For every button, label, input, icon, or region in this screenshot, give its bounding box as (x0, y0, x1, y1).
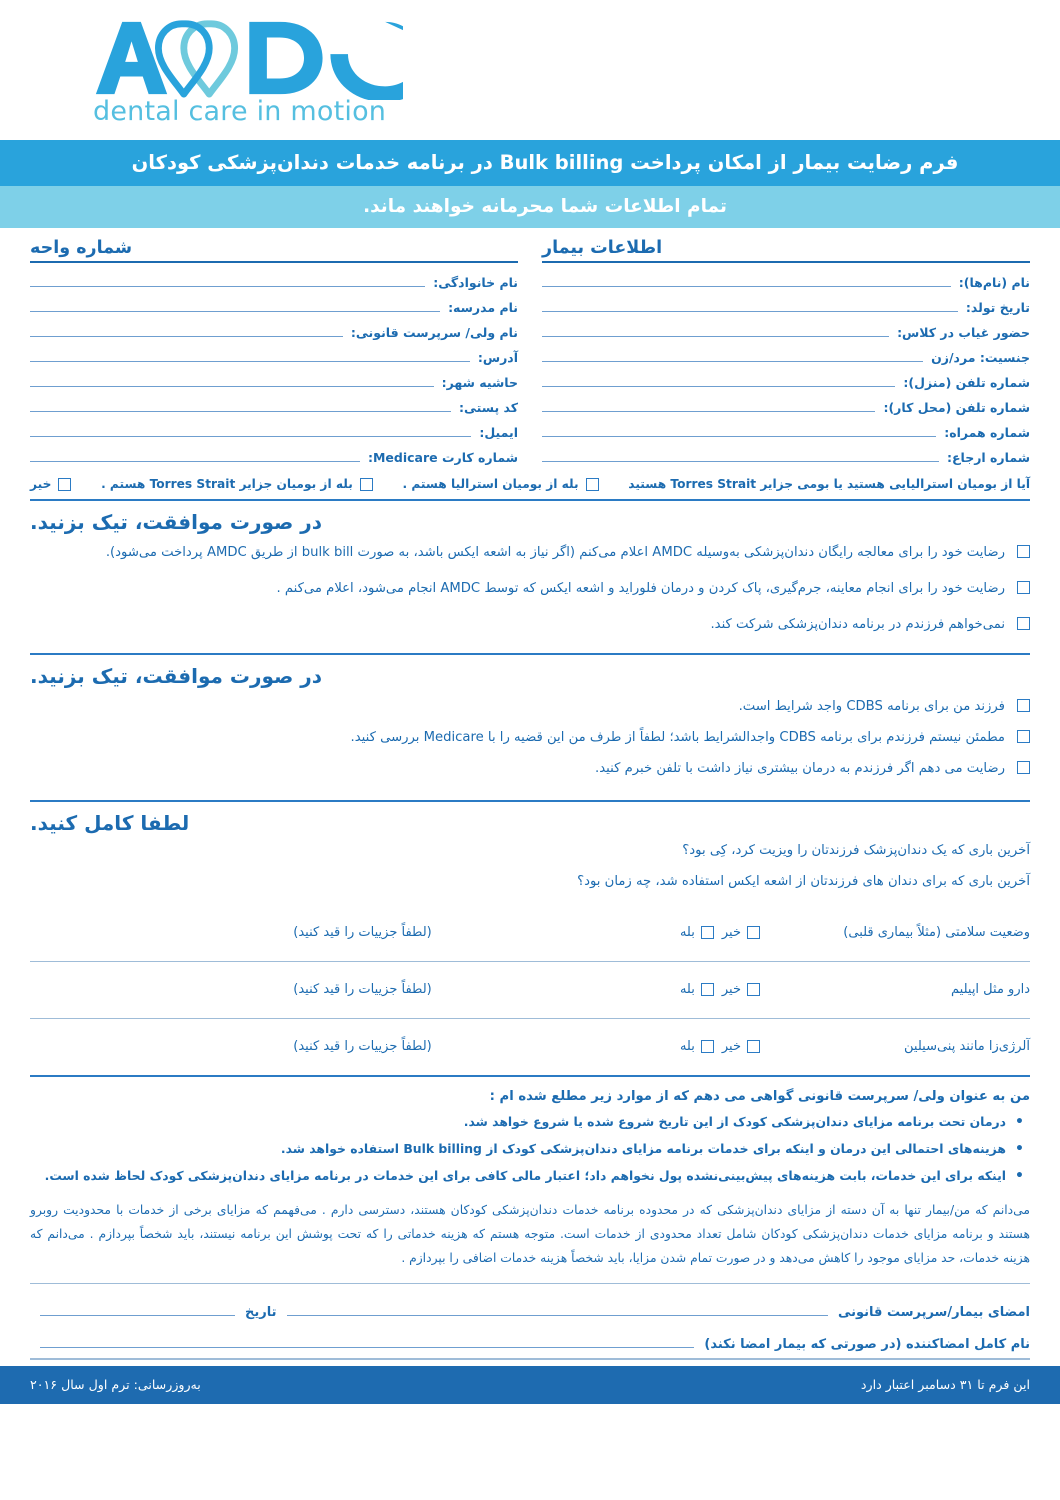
field-input-line[interactable] (30, 460, 360, 462)
checkbox-decline-program[interactable] (1017, 617, 1030, 630)
indigenous-status-row (30, 477, 1030, 499)
field-row-surname (30, 267, 518, 292)
field-input-line[interactable] (542, 460, 939, 462)
health-row-label: دارو مثل اپیلیم (951, 982, 1030, 998)
statement-text: فرزند من برای برنامه CDBS واجد شرایط است. (738, 699, 1005, 715)
field-row-class-attendance (542, 317, 1030, 342)
health-row-label: وضعیت سلامتی (مثلاً بیماری قلبی) (843, 925, 1030, 941)
field-label: نام (نام‌ها): (958, 275, 1030, 290)
date-label: تاریخ (245, 1304, 277, 1320)
info-columns (30, 238, 1030, 467)
field-label: جنسیت: مرد/زن (931, 350, 1030, 365)
brand-logo (90, 14, 410, 127)
declaration-bullet: • اینکه برای این خدمات، بابت هزینه‌های پیش‌بینی‌نشده پول نخواهم داد؛ اعتبار مالی کافی برای این خدمات در برنامه مزایای دندان‌پزشکی کودک لحاظ شده است. (30, 1167, 1030, 1185)
field-row-school-name (30, 292, 518, 317)
indigenous-option-aboriginal[interactable] (403, 477, 606, 491)
consent2-divider (30, 653, 1030, 655)
amdc-wordmark-icon (90, 14, 403, 100)
field-input-line[interactable] (30, 360, 470, 362)
field-input-line[interactable] (542, 385, 895, 387)
signature-row-fullname (30, 1322, 1030, 1354)
field-row-suburb (30, 367, 518, 392)
unit-heading-rule (30, 261, 518, 263)
field-input-line[interactable] (30, 410, 451, 412)
confidentiality-band: تمام اطلاعات شما محرمانه خواهند ماند. (0, 186, 1060, 228)
field-input-line[interactable] (542, 435, 936, 437)
health-option-yes[interactable] (680, 925, 714, 940)
field-row-patient-name (542, 267, 1030, 292)
checkbox-cdbs-unsure[interactable] (1017, 730, 1030, 743)
declaration-bullet: • درمان تحت برنامه مزایای دندان‌پزشکی کودک از این تاریخ شروع شده یا شروع خواهد شد. (30, 1113, 1030, 1131)
declaration-fineprint: می‌دانم که من/بیمار تنها به آن دسته از مزایای دندان‌پزشکی که در محدوده برنامه خدمات دندان‌پزشکی کودکان هستند، دسترسی دارم . می‌فهمم که مزایای برخی از خدمات با محدودیت روبرو هستند و برنامه مزایای خدمات دندان‌پزشکی کودکان شامل تعداد محدودی از خدمات است. متوجه هستم که هزینه خدماتی را که تحت پوشش این برنامه نیستند، باید شخصاً بپردازم . می‌دانم که هزینه خدمات، حد مزایای موجود را کاهش می‌دهد و در صورت تمام شدن مزایا، باید شخصاً هزینه خدمات اضافی را بپردازم . (30, 1202, 1030, 1265)
signature-input-line[interactable] (287, 1314, 828, 1316)
indigenous-option-no[interactable] (30, 477, 78, 491)
health-option-yes[interactable] (680, 982, 714, 997)
field-input-line[interactable] (542, 360, 923, 362)
consent1-item-examination[interactable] (30, 578, 1030, 600)
health-option-no[interactable] (722, 982, 760, 997)
checkbox-condition-no[interactable] (747, 926, 760, 939)
question-last-xray: آخرین باری که برای دندان های فرزندتان از اشعه ایکس استفاده شد، چه زمان بود؟ (577, 873, 1030, 889)
field-label: تاریخ تولد: (965, 300, 1030, 315)
option-label: خیر (721, 925, 741, 941)
field-row-email (30, 417, 518, 442)
field-label: حضور غیاب در کلاس: (897, 325, 1030, 340)
declaration-heading: من به عنوان ولی/ سرپرست قانونی گواهی می دهم که از موارد زیر مطلع شده ام : (489, 1088, 1030, 1104)
brand-tagline: dental care in motion (93, 96, 387, 127)
health-row-options (545, 925, 760, 940)
complete-divider (30, 800, 1030, 802)
health-row-detail-hint[interactable]: (لطفاً جزییات را قید کنید) (293, 925, 432, 941)
field-row-dob (542, 292, 1030, 317)
indigenous-question-label: آیا از بومیان استرالیایی هستید یا بومی جزایر Torres Strait هستید (628, 477, 1030, 491)
field-label: حاشیه شهر: (441, 375, 518, 390)
checkbox-torres-strait[interactable] (360, 478, 373, 491)
declaration-divider (30, 1075, 1030, 1077)
checkbox-medication-yes[interactable] (701, 983, 714, 996)
field-row-home-phone (542, 367, 1030, 392)
field-input-line[interactable] (542, 335, 889, 337)
footer-divider (30, 1358, 1030, 1360)
consent1-item-bulkbill[interactable] (30, 542, 1030, 564)
option-label: بله (679, 982, 695, 998)
health-row-options (545, 1039, 760, 1054)
field-input-line[interactable] (542, 310, 958, 312)
health-row-label: آلرژی‌زا مانند پنی‌سیلین (904, 1039, 1030, 1055)
consent2-item-unsure[interactable] (30, 727, 1030, 749)
option-label: بله (679, 925, 695, 941)
field-input-line[interactable] (30, 435, 471, 437)
health-row-detail-hint[interactable]: (لطفاً جزییات را قید کنید) (293, 1039, 432, 1055)
complete-title: لطفا کامل کنید. (30, 810, 190, 835)
checkbox-cdbs-eligible[interactable] (1017, 699, 1030, 712)
field-label: نام مدرسه: (448, 300, 518, 315)
option-label: خیر (30, 477, 52, 491)
footer-update-text: به‌روزرسانی: ترم اول سال ۲۰۱۶ (30, 1377, 201, 1393)
checkbox-consent-free-treatment[interactable] (1017, 545, 1030, 558)
consent1-item-decline[interactable] (30, 614, 1030, 636)
option-label: خیر (721, 982, 741, 998)
field-row-work-phone (542, 392, 1030, 417)
field-input-line[interactable] (30, 335, 343, 337)
checkbox-phone-notify[interactable] (1017, 761, 1030, 774)
field-label: کد پستی: (458, 400, 518, 415)
consent2-title: در صورت موافقت، تیک بزنید. (30, 664, 323, 689)
health-row-condition (30, 905, 1030, 961)
unit-info-column (30, 238, 530, 467)
unit-info-heading: شماره واحه (30, 238, 133, 258)
field-row-referral (542, 442, 1030, 467)
statement-text: نمی‌خواهم فرزندم در برنامه دندان‌پزشکی شرکت کند. (710, 616, 1005, 632)
field-input-line[interactable] (30, 385, 434, 387)
checkbox-allergy-no[interactable] (747, 1040, 760, 1053)
patient-info-column (530, 238, 1030, 467)
footer-validity-text: این فرم تا ۳۱ دسامبر اعتبار دارد (860, 1377, 1030, 1393)
statement-text: رضایت خود را برای معالجه رایگان دندان‌پزشکی به‌وسیله AMDC اعلام می‌کنم (اگر نیاز به اشعه ایکس باشد، به صورت bulk bill از طریق AMDC پرداخت می‌شود). (105, 545, 1005, 560)
patient-info-heading: اطلاعات بیمار (542, 238, 663, 258)
field-input-line[interactable] (30, 310, 440, 312)
statement-text: رضایت می دهم اگر فرزندم به درمان بیشتری نیاز داشت با تلفن خبرم کنید. (595, 760, 1005, 776)
signature-label: امضای بیمار/سرپرست قانونی (837, 1304, 1030, 1320)
consent2-item-phone-consent[interactable] (30, 758, 1030, 780)
option-label: بله از بومیان استرالیا هستم . (402, 477, 579, 491)
date-input-line[interactable] (40, 1314, 235, 1316)
field-label: شماره تلفن (منزل): (903, 375, 1030, 390)
health-row-allergy (30, 1019, 1030, 1075)
health-option-yes[interactable] (680, 1039, 714, 1054)
declaration-bullets (30, 1113, 1030, 1185)
declaration-bullet: • هزینه‌های احتمالی این درمان و اینکه برای خدمات برنامه مزایای دندان‌پزشکی کودک از Bulk billing استفاده خواهد شد. (30, 1140, 1030, 1158)
checkbox-medication-no[interactable] (747, 983, 760, 996)
indigenous-option-torres[interactable] (101, 477, 380, 491)
field-label: ایمیل: (479, 425, 518, 440)
field-label: شماره تلفن (محل کار): (883, 400, 1030, 415)
checkbox-aboriginal[interactable] (586, 478, 599, 491)
field-row-postcode (30, 392, 518, 417)
health-row-medication (30, 962, 1030, 1018)
field-input-line[interactable] (542, 285, 951, 287)
checkbox-condition-yes[interactable] (701, 926, 714, 939)
checkbox-consent-examination[interactable] (1017, 581, 1030, 594)
health-option-no[interactable] (722, 925, 760, 940)
footer-bar (0, 1366, 1060, 1404)
consent2-item-eligible[interactable] (30, 696, 1030, 718)
option-label: بله از بومیان جزایر Torres Strait هستم . (101, 477, 353, 491)
question-last-dentist-visit: آخرین باری که یک دندان‌پزشک فرزندتان را ویزیت کرد، کِی بود؟ (682, 842, 1030, 858)
health-option-no[interactable] (722, 1039, 760, 1054)
consent1-divider (30, 499, 1030, 501)
checkbox-allergy-yes[interactable] (701, 1040, 714, 1053)
form-title-band: فرم رضایت بیمار از امکان پرداخت Bulk billing در برنامه خدمات دندان‌پزشکی کودکان (0, 140, 1060, 186)
fullname-input-line[interactable] (40, 1346, 694, 1348)
field-row-guardian-name (30, 317, 518, 342)
field-input-line[interactable] (30, 285, 425, 287)
field-label: شماره کارت Medicare: (367, 450, 518, 465)
field-label: آدرس: (477, 350, 518, 365)
statement-text: رضایت خود را برای انجام معاینه، جرم‌گیری، پاک کردن و درمان فلوراید و اشعه ایکس که توسط AMDC انجام می‌شود، اعلام می‌کنم . (276, 580, 1005, 596)
option-label: خیر (721, 1039, 741, 1055)
fullname-label: نام کامل امضاکننده (در صورتی که بیمار امضا نکند) (704, 1336, 1030, 1352)
field-row-medicare (30, 442, 518, 467)
signature-divider (30, 1283, 1030, 1284)
checkbox-indigenous-no[interactable] (58, 478, 71, 491)
field-row-gender (542, 342, 1030, 367)
field-input-line[interactable] (542, 410, 875, 412)
signature-block (30, 1290, 1030, 1354)
field-label: شماره ارجاع: (946, 450, 1030, 465)
logo-area (0, 0, 1060, 140)
statement-text: مطمئن نیستم فرزندم برای برنامه CDBS واجدالشرایط باشد؛ لطفاً از طرف من این قضیه را با Medicare بررسی کنید. (350, 730, 1005, 746)
field-label: شماره همراه: (944, 425, 1030, 440)
signature-row-patient (30, 1290, 1030, 1322)
field-label: نام خانوادگی: (433, 275, 518, 290)
field-row-address (30, 342, 518, 367)
consent1-title: در صورت موافقت، تیک بزنید. (30, 510, 323, 534)
health-row-options (545, 982, 760, 997)
field-row-mobile (542, 417, 1030, 442)
health-row-detail-hint[interactable]: (لطفاً جزییات را قید کنید) (293, 982, 432, 998)
patient-heading-rule (542, 261, 1030, 263)
field-label: نام ولی/ سرپرست قانونی: (350, 325, 518, 340)
option-label: بله (679, 1039, 695, 1055)
